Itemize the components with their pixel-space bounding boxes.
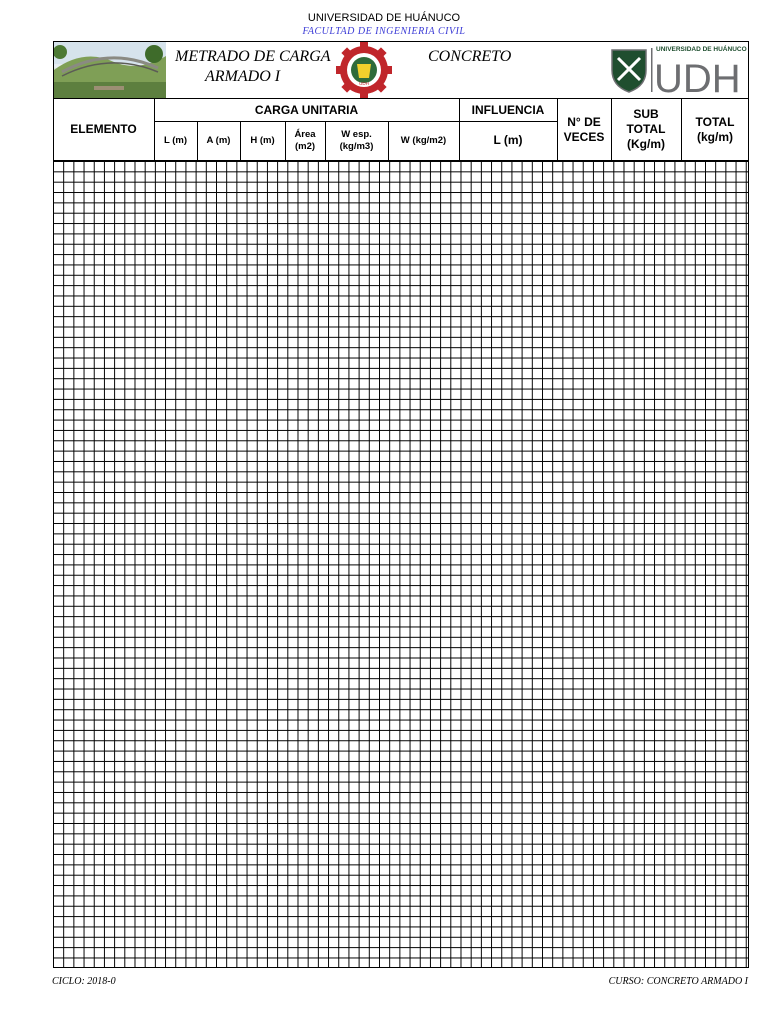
col-n-veces-line1: N° DE (567, 114, 601, 129)
col-subtotal-line1: SUB (633, 107, 659, 121)
subcol-influencia-l: L (m) (493, 133, 523, 147)
col-elemento: ELEMENTO (70, 122, 137, 136)
graph-paper-grid (53, 160, 749, 968)
col-carga-unitaria: CARGA UNITARIA (254, 102, 359, 117)
title-metrado: METRADO DE CARGA (175, 48, 331, 65)
col-subtotal (611, 99, 681, 160)
footer-ciclo: CICLO: 2018-0 (52, 976, 116, 987)
udh-logo (608, 44, 749, 96)
col-total-line2: (kg/m) (697, 129, 733, 144)
title-concreto: CONCRETO (428, 48, 512, 65)
subcol-l: L (m) (163, 134, 188, 146)
subcol-area-line1: Área (294, 128, 316, 140)
col-n-veces (557, 99, 611, 160)
title-armado: ARMADO I (205, 68, 281, 85)
subcol-area (285, 121, 325, 160)
subcol-w-esp (325, 121, 388, 160)
university-name: UNIVERSIDAD DE HUÁNUCO (307, 12, 461, 24)
subcol-area-line2: (m2) (294, 140, 316, 152)
faculty-seal-icon (333, 42, 395, 98)
subcol-w-esp-line1: W esp. (341, 128, 372, 140)
udh-caption: UNIVERSIDAD DE HUÁNUCO (656, 46, 747, 53)
col-n-veces-line2: VECES (563, 129, 605, 144)
col-subtotal-line2: TOTAL (626, 122, 666, 136)
footer-curso: CURSO: CONCRETO ARMADO I (608, 976, 748, 987)
col-total (681, 99, 749, 160)
udh-letters: UDH (654, 57, 741, 96)
col-influencia: INFLUENCIA (471, 102, 545, 117)
subcol-w: W (kg/m2) (400, 134, 447, 146)
subcol-a: A (m) (206, 134, 231, 146)
subcol-w-esp-line2: (kg/m3) (339, 140, 374, 152)
subcol-h: H (m) (250, 134, 275, 146)
bridge-photo (54, 42, 166, 98)
svg-text:UDH: UDH (359, 81, 369, 86)
table-header (53, 99, 749, 160)
col-total-line1: TOTAL (695, 114, 735, 129)
faculty-name: FACULTAD DE INGENIERIA CIVIL (302, 26, 466, 37)
col-subtotal-line3: (Kg/m) (627, 137, 665, 151)
